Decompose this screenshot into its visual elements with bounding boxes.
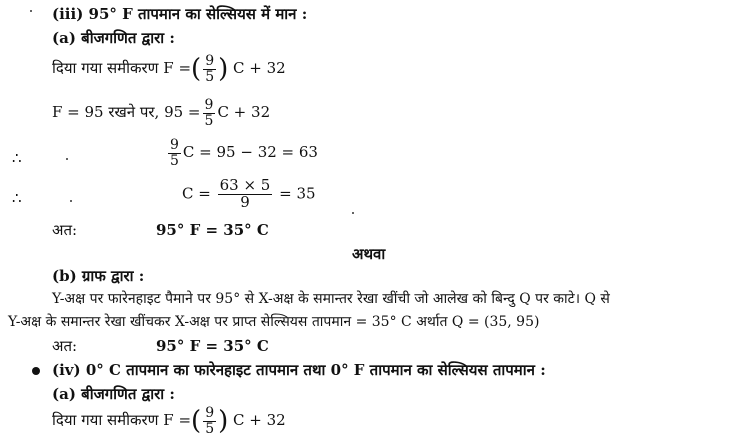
paren-close: ): [218, 406, 229, 437]
fraction-9-5: $\frac{9}{5}$: [204, 97, 214, 129]
eq-rhs: C + 32: [233, 411, 286, 430]
step3-lhs: C =: [182, 184, 211, 203]
fraction-9-5: $\frac{9}{5}$: [170, 137, 179, 169]
given-label: दिया गया समीकरण: [52, 59, 159, 78]
step3-rhs: = 35: [279, 184, 316, 203]
graph-line-1: Y-अक्ष पर फारेनहाइट पैमाने पर 95° से X-अक्ष के समान्तर रेखा खींची जो आलेख को बिन्दु Q पर काटे। Q से: [52, 291, 610, 307]
fraction-9-5: $\frac{9}{5}$: [205, 405, 215, 437]
given-equation: [52, 54, 286, 84]
fraction-63x5-over-9: $\frac{63 \times 5}{9}$: [219, 176, 271, 211]
eq-lhs: F =: [163, 411, 192, 430]
scan-speck: [352, 212, 354, 214]
result: 95° F = 35° C: [156, 221, 269, 239]
eq-lhs: F =: [163, 59, 192, 78]
step1-rhs: C + 32: [217, 103, 271, 122]
given-label: दिया गया समीकरण: [52, 411, 159, 430]
step1-lhs: 95 =: [164, 103, 201, 122]
paren-close: ): [218, 54, 229, 85]
step2-rhs: C = 95 − 32 = 63: [182, 143, 318, 162]
algebra-heading-iv: (a) बीजगणित द्वारा :: [52, 385, 175, 403]
step1-text: F = 95 रखने पर,: [52, 103, 160, 122]
step-1: [52, 98, 270, 128]
scan-speck: [66, 158, 68, 160]
graph-line-2: Y-अक्ष के समान्तर रेखा खींचकर X-अक्ष पर प्राप्त सेल्सियस तापमान = 35° C अर्थात Q = (35, 95): [8, 314, 540, 330]
therefore-symbol: ∴: [12, 149, 22, 167]
fraction-9-5: $\frac{9}{5}$: [205, 53, 215, 85]
or-label: अथवा: [352, 245, 386, 263]
section-iii-heading: (iii) 95° F तापमान का सेल्सियस में मान :: [52, 5, 308, 23]
section-iv-heading: (iv) 0° C तापमान का फारेनहाइट तापमान तथा 0° F तापमान का सेल्सियस तापमान :: [52, 361, 546, 379]
result-2: 95° F = 35° C: [156, 337, 269, 355]
given-equation-iv: [52, 406, 286, 436]
hence-label: अत:: [52, 221, 78, 239]
eq-rhs: C + 32: [233, 59, 286, 78]
scan-speck: [70, 200, 72, 202]
algebra-heading: (a) बीजगणित द्वारा :: [52, 29, 175, 47]
paren-open: (: [191, 406, 202, 437]
hence-label-2: अत:: [52, 337, 78, 355]
paren-open: (: [191, 54, 202, 85]
step-2: [166, 138, 318, 168]
therefore-symbol: ∴: [12, 189, 22, 207]
scan-speck: [30, 10, 32, 12]
step-3: [182, 178, 316, 211]
bullet-icon: [32, 367, 40, 375]
graph-heading: (b) ग्राफ द्वारा :: [52, 267, 145, 285]
